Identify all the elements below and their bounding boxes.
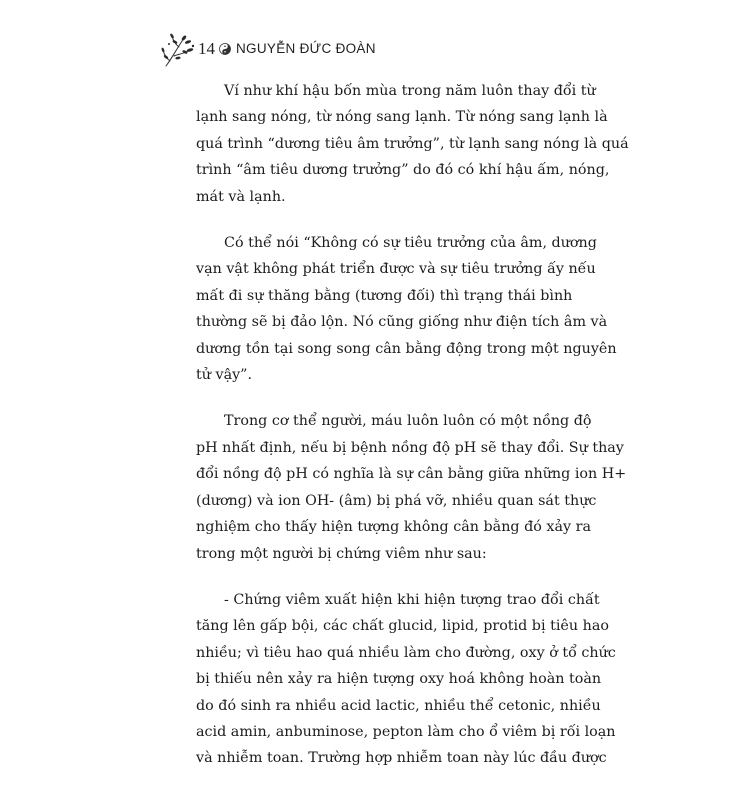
plant-branch-icon (160, 30, 200, 70)
text-line: tăng lên gấp bội, các chất glucid, lipid, protid bị tiêu hao (196, 618, 609, 635)
paragraph (196, 587, 616, 772)
text-line: lạnh sang nóng, từ nóng sang lạnh. Từ nóng sang lạnh là (196, 109, 608, 126)
yin-yang-icon (219, 43, 231, 55)
text-line: quá trình “dương tiêu âm trưởng”, từ lạnh sang nóng là quá (196, 135, 629, 152)
text-line: do đó sinh ra nhiều acid lactic, nhiều thể cetonic, nhiều (196, 697, 601, 714)
text-line: nhiều; vì tiêu hao quá nhiều làm cho đường, oxy ở tổ chức (196, 644, 616, 661)
page-number: 14 (198, 39, 215, 58)
text-line: Có thể nói “Không có sự tiêu trưởng của âm, dương (224, 235, 597, 252)
text-line: tử vậy”. (196, 367, 253, 384)
text-line: - Chứng viêm xuất hiện khi hiện tượng trao đổi chất (224, 591, 600, 608)
text-line: trong một người bị chứng viêm như sau: (196, 545, 487, 562)
text-line: dương tồn tại song song cân bằng động trong một nguyên (196, 340, 617, 357)
paragraph (196, 78, 629, 210)
text-line: (dương) và ion OH- (âm) bị phá vỡ, nhiều quan sát thực (196, 492, 597, 509)
body-text (196, 78, 629, 792)
text-line: Ví như khí hậu bốn mùa trong năm luôn thay đổi từ (224, 83, 596, 99)
text-line: bị thiếu nên xảy ra hiện tượng oxy hoá không hoàn toàn (196, 671, 602, 688)
text-line: pH nhất định, nếu bị bệnh nồng độ pH sẽ thay đổi. Sự thay (196, 439, 624, 456)
author-name: NGUYỄN ĐỨC ĐOÀN (236, 41, 376, 56)
text-line: Trong cơ thể người, máu luôn luôn có một nồng độ (224, 413, 592, 430)
text-line: mát và lạnh. (196, 188, 286, 205)
text-line: acid amin, anbuminose, pepton làm cho ổ viêm bị rối loạn (196, 723, 616, 740)
text-line: mất đi sự thăng bằng (tương đối) thì trạng thái bình (196, 287, 573, 304)
text-line: vạn vật không phát triển được và sự tiêu trưởng ấy nếu (196, 261, 596, 278)
paragraph (196, 230, 617, 388)
page-header (160, 30, 560, 70)
text-line: và nhiễm toan. Trường hợp nhiễm toan này lúc đầu được (196, 750, 607, 767)
text-line: trình “âm tiêu dương trưởng” do đó có khí hậu ấm, nóng, (196, 162, 610, 179)
text-line: đổi nồng độ pH có nghĩa là sự cân bằng giữa những ion H+ (196, 466, 627, 483)
paragraph (196, 408, 627, 566)
text-line: thường sẽ bị đảo lộn. Nó cũng giống như điện tích âm và (196, 314, 608, 331)
text-line: nghiệm cho thấy hiện tượng không cân bằng đó xảy ra (196, 519, 591, 536)
